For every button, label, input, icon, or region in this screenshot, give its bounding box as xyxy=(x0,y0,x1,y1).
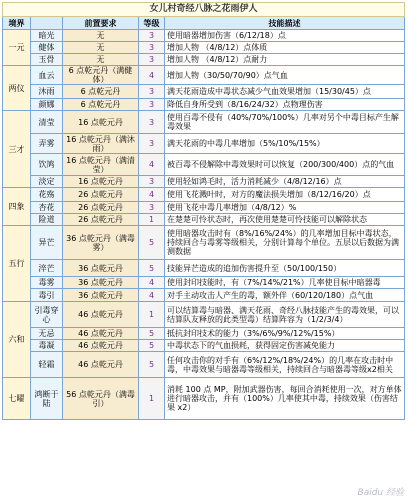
level-cell: 3 xyxy=(139,42,165,54)
table-row xyxy=(3,111,405,134)
description-cell: 可以结算毒与暗器、满天花雨、奇经八脉技能产生的毒效果，可以结算队友释放的此类型毒）结算阵容为（1/2/3/4） xyxy=(165,302,405,328)
level-cell: 4 xyxy=(139,154,165,176)
level-cell: 4 xyxy=(139,188,165,202)
level-cell: 5 xyxy=(139,260,165,277)
realm-cell: 四象 xyxy=(3,188,31,226)
level-cell: 3 xyxy=(139,176,165,188)
table-row xyxy=(3,134,405,154)
table-row xyxy=(3,202,405,214)
requirement-cell: 46 点乾元丹 xyxy=(63,328,139,340)
level-cell: 3 xyxy=(139,99,165,111)
requirement-cell: 26 点乾元丹 xyxy=(63,188,139,202)
requirement-cell: 26 点乾元丹 xyxy=(63,202,139,214)
skill-name-cell: 颜娜 xyxy=(31,99,63,111)
description-cell: 增加人物 （4/8/12）点体质 xyxy=(165,42,405,54)
description-cell: 满天花雨造成中毒状态减少气血效果增加（15/30/45）点 xyxy=(165,85,405,99)
skill-name-cell: 毒凝 xyxy=(31,340,63,352)
level-cell: 5 xyxy=(139,328,165,340)
level-cell: 3 xyxy=(139,202,165,214)
requirement-cell: 6 点乾元丹 xyxy=(63,99,139,111)
level-cell: 1 xyxy=(139,302,165,328)
table-row xyxy=(3,188,405,202)
skill-name-cell: 清莹 xyxy=(31,111,63,134)
requirement-cell: 16 点乾元丹（满沐雨） xyxy=(63,134,139,154)
table-row xyxy=(3,176,405,188)
skill-name-cell: 毒引 xyxy=(31,289,63,302)
description-cell: 使用暗器攻击时有（8%/16%/24%）的几率增加目标中毒状态，持续回合与毒雾等级相关，分别计算每个单位。五层以后数据为满测数据 xyxy=(165,226,405,260)
description-cell: 使用百毒不侵有（40%/70%/100%）几率对另个中毒目标产生解毒效果 xyxy=(165,111,405,134)
level-cell: 4 xyxy=(139,277,165,289)
requirement-cell: 6 点乾元丹（满健体） xyxy=(63,66,139,85)
realm-cell: 三才 xyxy=(3,111,31,188)
requirement-cell: 26 点乾元丹 xyxy=(63,214,139,226)
table-title: 女儿村奇经八脉之花雨伊人 xyxy=(3,3,405,17)
level-cell: 5 xyxy=(139,352,165,378)
description-cell: 使用暗器增加伤害（6/12/18）点 xyxy=(165,30,405,42)
skill-name-cell: 玉骨 xyxy=(31,54,63,66)
header-description: 技能描述 xyxy=(165,17,405,30)
description-cell: 使用轻如鸿毛时，活力消耗减少（4/8/12/16）点 xyxy=(165,176,405,188)
skill-name-cell: 毒雾 xyxy=(31,277,63,289)
level-cell: 1 xyxy=(139,378,165,420)
description-cell: 使用封印技能时，有（7%/14%/21%）几率使目标中暗器毒 xyxy=(165,277,405,289)
requirement-cell: 46 点乾元丹 xyxy=(63,302,139,328)
header-requirement: 前置要求 xyxy=(63,17,139,30)
table-row xyxy=(3,99,405,111)
level-cell: 3 xyxy=(139,111,165,134)
skill-table-container xyxy=(2,2,404,420)
requirement-cell: 46 点乾元丹 xyxy=(63,340,139,352)
requirement-cell: 16 点乾元丹（满清莹） xyxy=(63,154,139,176)
table-row xyxy=(3,352,405,378)
requirement-cell: 36 点乾元丹 xyxy=(63,277,139,289)
table-row xyxy=(3,302,405,328)
table-row xyxy=(3,66,405,85)
table-row xyxy=(3,328,405,340)
skill-name-cell: 无忌 xyxy=(31,328,63,340)
requirement-cell: 56 点乾元丹（满毒引） xyxy=(63,378,139,420)
description-cell: 增加人物（30/50/70/90）点气血 xyxy=(165,66,405,85)
realm-cell: 六和 xyxy=(3,302,31,378)
skill-table xyxy=(2,2,405,420)
requirement-cell: 46 点乾元丹 xyxy=(63,352,139,378)
table-row xyxy=(3,214,405,226)
description-cell: 被百毒不侵解除中毒效果时可以恢复（200/300/400）点的气血 xyxy=(165,154,405,176)
level-cell: 1 xyxy=(139,214,165,226)
realm-cell: 一元 xyxy=(3,30,31,66)
requirement-cell: 无 xyxy=(63,54,139,66)
description-cell: 抵抗封印技术的能力（3%/6%/9%/12%/15%） xyxy=(165,328,405,340)
skill-name-cell: 轻霜 xyxy=(31,352,63,378)
requirement-cell: 16 点乾元丹 xyxy=(63,111,139,134)
requirement-cell: 无 xyxy=(63,30,139,42)
description-cell: 任何攻击你的对手有（6%/12%/18%/24%）的几率在攻击时中毒，中毒效果与暗器毒等级相关，持续回合与暗器毒等级x2相关 xyxy=(165,352,405,378)
skill-name-cell: 异芒 xyxy=(31,226,63,260)
level-cell: 4 xyxy=(139,66,165,85)
description-cell: 消耗 100 点 MP，附加武器伤害，每回合消耗使用一次，对方单体进行暗器攻击，并有（100%）几率使其中毒，持续效果（伤害结果 x2） xyxy=(165,378,405,420)
watermark: Baidu 经验 xyxy=(357,488,404,498)
requirement-cell: 36 点乾元丹 xyxy=(63,260,139,277)
level-cell: 3 xyxy=(139,30,165,42)
header-realm: 境界 xyxy=(3,17,31,30)
realm-cell: 两仪 xyxy=(3,66,31,111)
skill-name-cell: 引毒穿心 xyxy=(31,302,63,328)
table-row xyxy=(3,54,405,66)
skill-name-cell: 淬芒 xyxy=(31,260,63,277)
level-cell: 3 xyxy=(139,54,165,66)
description-cell: 使用飞花溅叶时，对方的魔法损失增加（8/12/16/20）点 xyxy=(165,188,405,202)
table-row xyxy=(3,30,405,42)
level-cell: 3 xyxy=(139,134,165,154)
requirement-cell: 36 点乾元丹（满毒雾） xyxy=(63,226,139,260)
level-cell: 3 xyxy=(139,85,165,99)
requirement-cell: 36 点乾元丹 xyxy=(63,289,139,302)
description-cell: 增加人物 （4/8/12）点耐力 xyxy=(165,54,405,66)
table-row xyxy=(3,289,405,302)
level-cell: 4 xyxy=(139,289,165,302)
realm-cell: 七曜 xyxy=(3,378,31,420)
table-row xyxy=(3,226,405,260)
description-cell: 技能异芒造成的追加伤害提升至（50/100/150） xyxy=(165,260,405,277)
skill-name-cell: 饮鸠 xyxy=(31,154,63,176)
skill-name-cell: 暗光 xyxy=(31,30,63,42)
skill-name-cell: 淡定 xyxy=(31,176,63,188)
table-row xyxy=(3,85,405,99)
skill-name-cell: 险道 xyxy=(31,214,63,226)
description-cell: 降低自身所受到（8/16/24/32）点物理伤害 xyxy=(165,99,405,111)
requirement-cell: 16 点乾元丹 xyxy=(63,176,139,188)
description-cell: 满天花雨的中毒几率增加（5%/10%/15%） xyxy=(165,134,405,154)
requirement-cell: 无 xyxy=(63,42,139,54)
table-row xyxy=(3,378,405,420)
skill-name-cell: 健体 xyxy=(31,42,63,54)
table-body xyxy=(3,30,405,420)
skill-name-cell: 花殇 xyxy=(31,188,63,202)
header-level: 等级 xyxy=(139,17,165,30)
table-row xyxy=(3,42,405,54)
skill-name-cell: 杏花 xyxy=(31,202,63,214)
skill-name-cell: 鸿断于陆 xyxy=(31,378,63,420)
skill-name-cell: 血云 xyxy=(31,66,63,85)
description-cell: 使用飞花中毒几率增加（4/8/12）% xyxy=(165,202,405,214)
skill-name-cell: 沐雨 xyxy=(31,85,63,99)
realm-cell: 五行 xyxy=(3,226,31,302)
level-cell: 5 xyxy=(139,340,165,352)
description-cell: 中毒状态下的气血损耗，获得固定伤害减免能力 xyxy=(165,340,405,352)
skill-name-cell: 弄雾 xyxy=(31,134,63,154)
table-row xyxy=(3,260,405,277)
table-row xyxy=(3,154,405,176)
header-name xyxy=(31,17,63,30)
table-row xyxy=(3,277,405,289)
description-cell: 在楚楚可怜状态时，再次使用楚楚可怜技能可以解除状态 xyxy=(165,214,405,226)
table-row xyxy=(3,340,405,352)
requirement-cell: 6 点乾元丹 xyxy=(63,85,139,99)
level-cell: 5 xyxy=(139,226,165,260)
description-cell: 对手主动攻击人产生的毒，额外伴（60/120/180）点气血 xyxy=(165,289,405,302)
